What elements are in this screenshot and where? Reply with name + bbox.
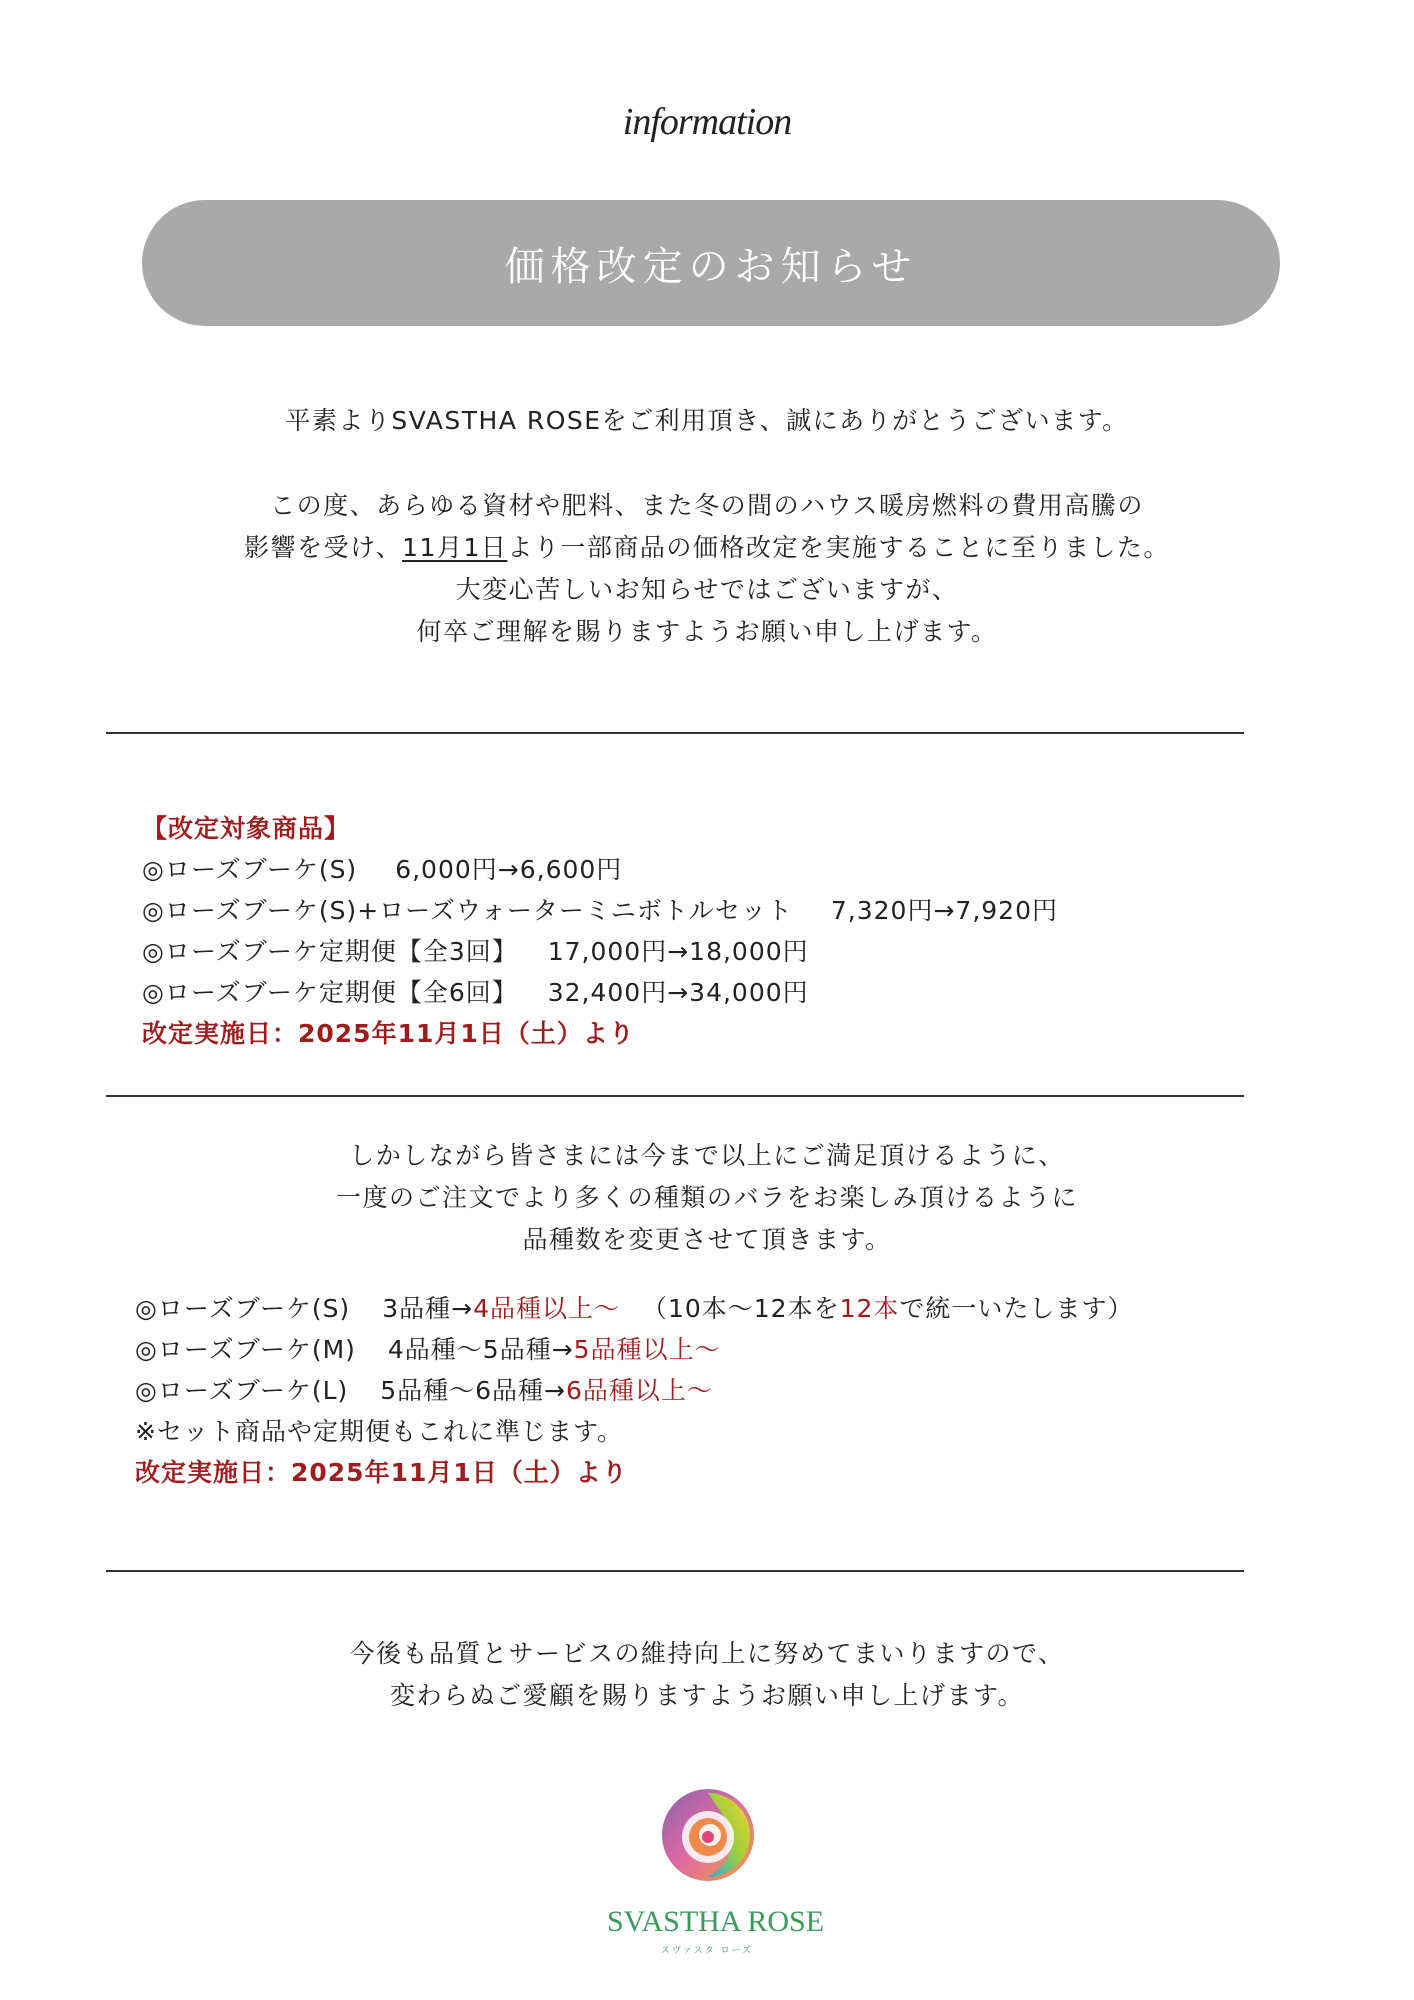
variety-intro-line3: 品種数を変更させて頂きます。 bbox=[522, 1225, 892, 1254]
brand-name: SVASTHA ROSE bbox=[607, 1905, 825, 1938]
price-item bbox=[142, 849, 1058, 890]
price-item bbox=[142, 890, 1058, 931]
variety-item-name: ◎ローズブーケ(S) bbox=[135, 1294, 351, 1323]
closing-line2: 変わらぬご愛顧を賜りますようお願い申し上げます。 bbox=[389, 1681, 1024, 1710]
variety-item-note-highlight: 12本 bbox=[839, 1294, 900, 1323]
price-item-price: 6,000円→6,600円 bbox=[395, 855, 623, 884]
variety-intro bbox=[0, 1135, 1414, 1261]
variety-intro-line1: しかしながら皆さまには今まで以上にご満足頂けるように、 bbox=[349, 1141, 1065, 1170]
price-item-price: 17,000円→18,000円 bbox=[547, 937, 809, 966]
closing-line1: 今後も品質とサービスの維持向上に努めてまいりますので、 bbox=[349, 1639, 1065, 1668]
variety-item bbox=[135, 1329, 1133, 1370]
announcement-line2-post: より一部商品の価格改定を実施することに至りました。 bbox=[507, 533, 1170, 562]
price-item-name: ◎ローズブーケ定期便【全3回】 bbox=[142, 937, 518, 966]
price-item-price: 32,400円→34,000円 bbox=[547, 978, 809, 1007]
variety-item bbox=[135, 1288, 1133, 1329]
greeting bbox=[0, 400, 1414, 442]
brand-logo bbox=[607, 1785, 825, 1985]
section-heading: information bbox=[622, 101, 792, 143]
price-item-name: ◎ローズブーケ(S) bbox=[142, 855, 358, 884]
rose-logo-icon bbox=[658, 1785, 758, 1885]
price-item-name: ◎ローズブーケ定期便【全6回】 bbox=[142, 978, 518, 1007]
price-item bbox=[142, 972, 1058, 1013]
announcement bbox=[0, 485, 1414, 653]
variety-item-name: ◎ローズブーケ(M) bbox=[135, 1335, 356, 1364]
brand-kana: スヴァスタ ローズ bbox=[660, 1946, 754, 1956]
variety-effective-date: 改定実施日：2025年11月1日（土）より bbox=[135, 1458, 628, 1487]
divider bbox=[106, 1095, 1244, 1097]
price-item-price: 7,320円→7,920円 bbox=[830, 896, 1058, 925]
variety-item-before: 4品種～5品種→ bbox=[387, 1335, 574, 1364]
banner-title: 価格改定のお知らせ bbox=[504, 243, 918, 290]
price-item bbox=[142, 931, 1058, 972]
variety-item-name: ◎ローズブーケ(L) bbox=[135, 1376, 349, 1405]
title-banner bbox=[142, 200, 1280, 326]
price-list-title: 【改定対象商品】 bbox=[142, 814, 351, 843]
announcement-line3: 大変心苦しいお知らせではございますが、 bbox=[455, 575, 959, 604]
variety-item-after: 5品種以上～ bbox=[573, 1335, 721, 1364]
divider bbox=[106, 732, 1244, 734]
closing bbox=[0, 1633, 1414, 1717]
price-list bbox=[142, 808, 1058, 1054]
variety-item-note: （10本～12本を bbox=[641, 1294, 840, 1323]
variety-item bbox=[135, 1370, 1133, 1411]
variety-item-before: 5品種～6品種→ bbox=[380, 1376, 567, 1405]
announcement-line4: 何卒ご理解を賜りますようお願い申し上げます。 bbox=[416, 617, 998, 646]
variety-item-after: 6品種以上～ bbox=[566, 1376, 713, 1405]
price-effective-date: 改定実施日：2025年11月1日（土）より bbox=[142, 1019, 635, 1048]
variety-list bbox=[135, 1288, 1133, 1493]
divider bbox=[106, 1570, 1244, 1572]
variety-intro-line2: 一度のご注文でより多くの種類のバラをお楽しみ頂けるように bbox=[335, 1183, 1078, 1212]
variety-item-after: 4品種以上～ bbox=[473, 1294, 620, 1323]
variety-note: ※セット商品や定期便もこれに準じます。 bbox=[135, 1417, 623, 1446]
announcement-date: 11月1日 bbox=[402, 533, 508, 562]
variety-item-note-post: で統一いたします） bbox=[899, 1294, 1134, 1323]
greeting-text: 平素よりSVASTHA ROSEをご利用頂き、誠にありがとうございます。 bbox=[285, 406, 1129, 435]
price-item-name: ◎ローズブーケ(S)+ローズウォーターミニボトルセット bbox=[142, 896, 793, 925]
announcement-line2 bbox=[0, 527, 1414, 569]
variety-item-before: 3品種→ bbox=[382, 1294, 474, 1323]
announcement-line1: この度、あらゆる資材や肥料、また冬の間のハウス暖房燃料の費用高騰の bbox=[270, 491, 1144, 520]
announcement-line2-pre: 影響を受け、 bbox=[244, 533, 403, 562]
